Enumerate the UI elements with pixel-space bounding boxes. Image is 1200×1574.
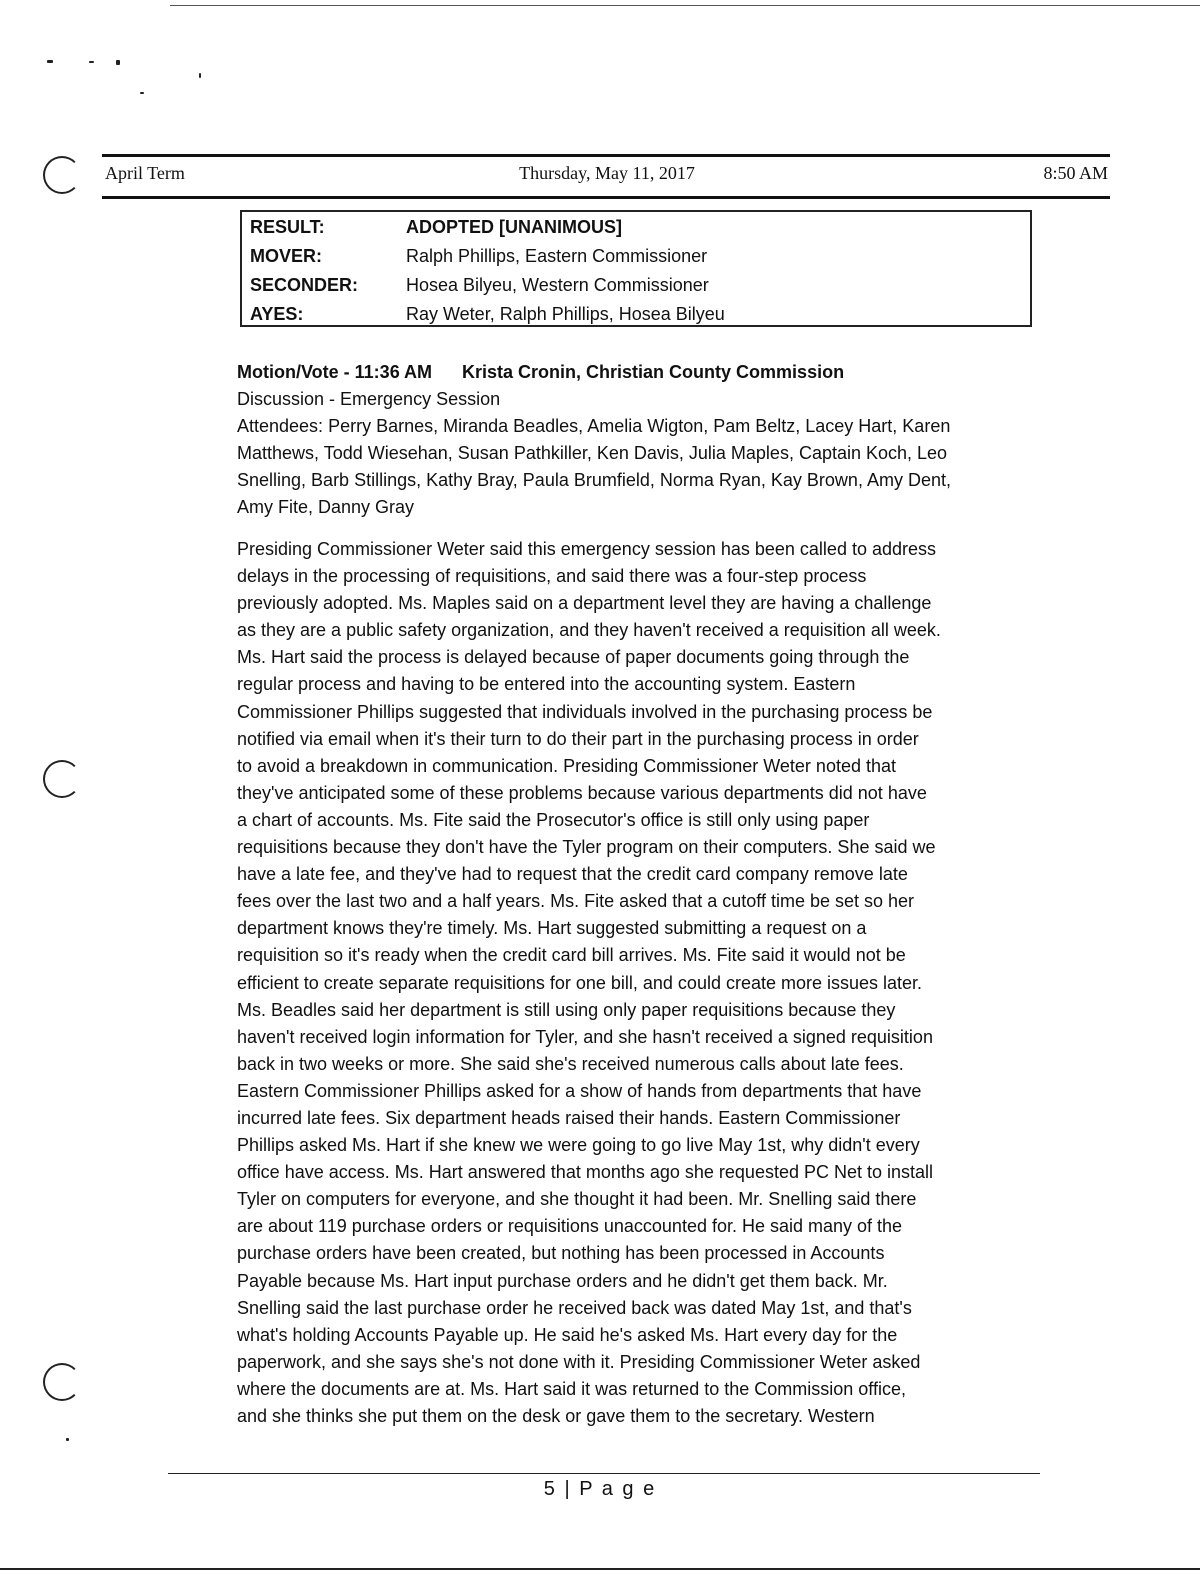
mover-value: Ralph Phillips, Eastern Commissioner <box>406 246 708 266</box>
meeting-date: Thursday, May 11, 2017 <box>519 163 695 183</box>
seconder-value: Hosea Bilyeu, Western Commissioner <box>406 275 709 295</box>
attendees-line: Amy Fite, Danny Gray <box>237 497 415 517</box>
motion-label: Motion/Vote - <box>237 362 350 382</box>
seconder-label: SECONDER: <box>250 275 359 295</box>
motion-presenter: Krista Cronin, Christian County Commission <box>462 362 845 382</box>
paragraph-line: to avoid a breakdown in communication. Presiding Commissioner Weter noted that <box>237 755 896 776</box>
minutes-paragraph <box>237 536 1047 1430</box>
discussion-line: Discussion - Emergency Session <box>237 389 501 409</box>
paragraph-line: regular process and having to be entered into the accounting system. Eastern <box>237 674 856 695</box>
attendees-line: Snelling, Barb Stillings, Kathy Bray, Paula Brumfield, Norma Ryan, Kay Brown, Amy Dent, <box>237 470 951 490</box>
motion-time: 11:36 AM <box>354 362 433 382</box>
header-rule <box>102 196 1110 199</box>
paragraph-line: as they are a public safety organization, and they haven't received a requisition all week. <box>237 620 941 641</box>
result-label: RESULT: <box>250 217 325 237</box>
paragraph-line: Phillips asked Ms. Hart if she knew we were going to go live May 1st, why didn't every <box>237 1135 920 1156</box>
ayes-label: AYES: <box>250 304 304 324</box>
paragraph-line: have a late fee, and they've had to request that the credit card company remove late <box>237 864 908 885</box>
scan-bottom-edge <box>0 1568 1200 1570</box>
scan-speck <box>116 60 120 65</box>
paragraph-line: what's holding Accounts Payable up. He said he's asked Ms. Hart every day for the <box>237 1324 898 1345</box>
paragraph-line: paperwork, and she says she's not done with it. Presiding Commissioner Weter asked <box>237 1351 921 1372</box>
punch-hole <box>43 760 81 798</box>
scan-speck <box>140 92 144 94</box>
paragraph-line: haven't received login information for Tyler, and she hasn't received a signed requisition <box>237 1026 933 1047</box>
paragraph-line: Ms. Beadles said her department is still using only paper requisitions because they <box>237 999 896 1020</box>
paragraph-line: notified via email when it's their turn to do their part in the purchasing process in order <box>237 728 919 749</box>
paragraph-line: delays in the processing of requisitions, and said there was a four-step process <box>237 566 867 587</box>
paragraph-line: and she thinks she put them on the desk or gave them to the secretary. Western <box>237 1406 875 1426</box>
paragraph-line: fees over the last two and a half years. Ms. Fite asked that a cutoff time be set so her <box>237 891 915 912</box>
paragraph-line: Presiding Commissioner Weter said this emergency session has been called to address <box>237 539 937 559</box>
punch-hole <box>43 1363 81 1401</box>
paragraph-line: requisition so it's ready when the credit card bill arrives. Ms. Fite said it would not be <box>237 945 906 966</box>
paragraph-line: efficient to create separate requisitions for one bill, and could create more issues later. <box>237 972 923 993</box>
ayes-value: Ray Weter, Ralph Phillips, Hosea Bilyeu <box>406 304 725 324</box>
scan-speck <box>89 61 94 63</box>
paragraph-line: are about 119 purchase orders or requisitions unaccounted for. He said many of the <box>237 1216 903 1237</box>
header-rule <box>102 154 1110 157</box>
attendees-line: Attendees: Perry Barnes, Miranda Beadles, Amelia Wigton, Pam Beltz, Lacey Hart, Karen <box>237 416 951 436</box>
paragraph-line: purchase orders have been created, but nothing has been processed in Accounts <box>237 1243 885 1264</box>
paragraph-line: Commissioner Phillips suggested that individuals involved in the purchasing process be <box>237 701 933 722</box>
paragraph-line: where the documents are at. Ms. Hart said it was returned to the Commission office, <box>237 1378 906 1399</box>
attendees-line: Matthews, Todd Wiesehan, Susan Pathkiller, Ken Davis, Julia Maples, Captain Koch, Leo <box>237 443 948 463</box>
meeting-time: 8:50 AM <box>1043 163 1108 183</box>
paragraph-line: requisitions because they don't have the Tyler program on their computers. She said we <box>237 837 936 858</box>
paragraph-line: office have access. Ms. Hart answered that months ago she requested PC Net to install <box>237 1162 934 1183</box>
paragraph-line: department knows they're timely. Ms. Hart suggested submitting a request on a <box>237 918 867 939</box>
paragraph-line: Eastern Commissioner Phillips asked for a show of hands from departments that have <box>237 1080 922 1101</box>
paragraph-line: Payable because Ms. Hart input purchase orders and he didn't get them back. Mr. <box>237 1270 888 1291</box>
footer-rule <box>168 1473 1040 1474</box>
paragraph-line: Tyler on computers for everyone, and she thought it had been. Mr. Snelling said there <box>237 1189 917 1210</box>
paragraph-line: a chart of accounts. Ms. Fite said the Prosecutor's office is still only using paper <box>237 809 870 830</box>
vote-result-box <box>240 210 1032 327</box>
page-number: 5 | P a g e <box>543 1478 657 1500</box>
motion-heading <box>237 362 844 383</box>
scan-speck <box>66 1438 69 1441</box>
paragraph-line: back in two weeks or more. She said she's received numerous calls about late fees. <box>237 1053 904 1074</box>
paragraph-line: incurred late fees. Six department heads raised their hands. Eastern Commissioner <box>237 1107 901 1128</box>
mover-label: MOVER: <box>250 246 322 266</box>
term-label: April Term <box>105 163 185 183</box>
paragraph-line: they've anticipated some of these problems because various departments did not have <box>237 782 927 803</box>
paragraph-line: previously adopted. Ms. Maples said on a department level they are having a challenge <box>237 593 932 614</box>
result-value: ADOPTED [UNANIMOUS] <box>406 217 622 237</box>
paragraph-line: Ms. Hart said the process is delayed because of paper documents going through the <box>237 647 910 668</box>
scan-speck <box>47 60 53 63</box>
scan-speck <box>199 73 201 78</box>
paragraph-line: Snelling said the last purchase order he received back was dated May 1st, and that's <box>237 1297 912 1318</box>
scan-top-edge <box>170 5 1200 6</box>
